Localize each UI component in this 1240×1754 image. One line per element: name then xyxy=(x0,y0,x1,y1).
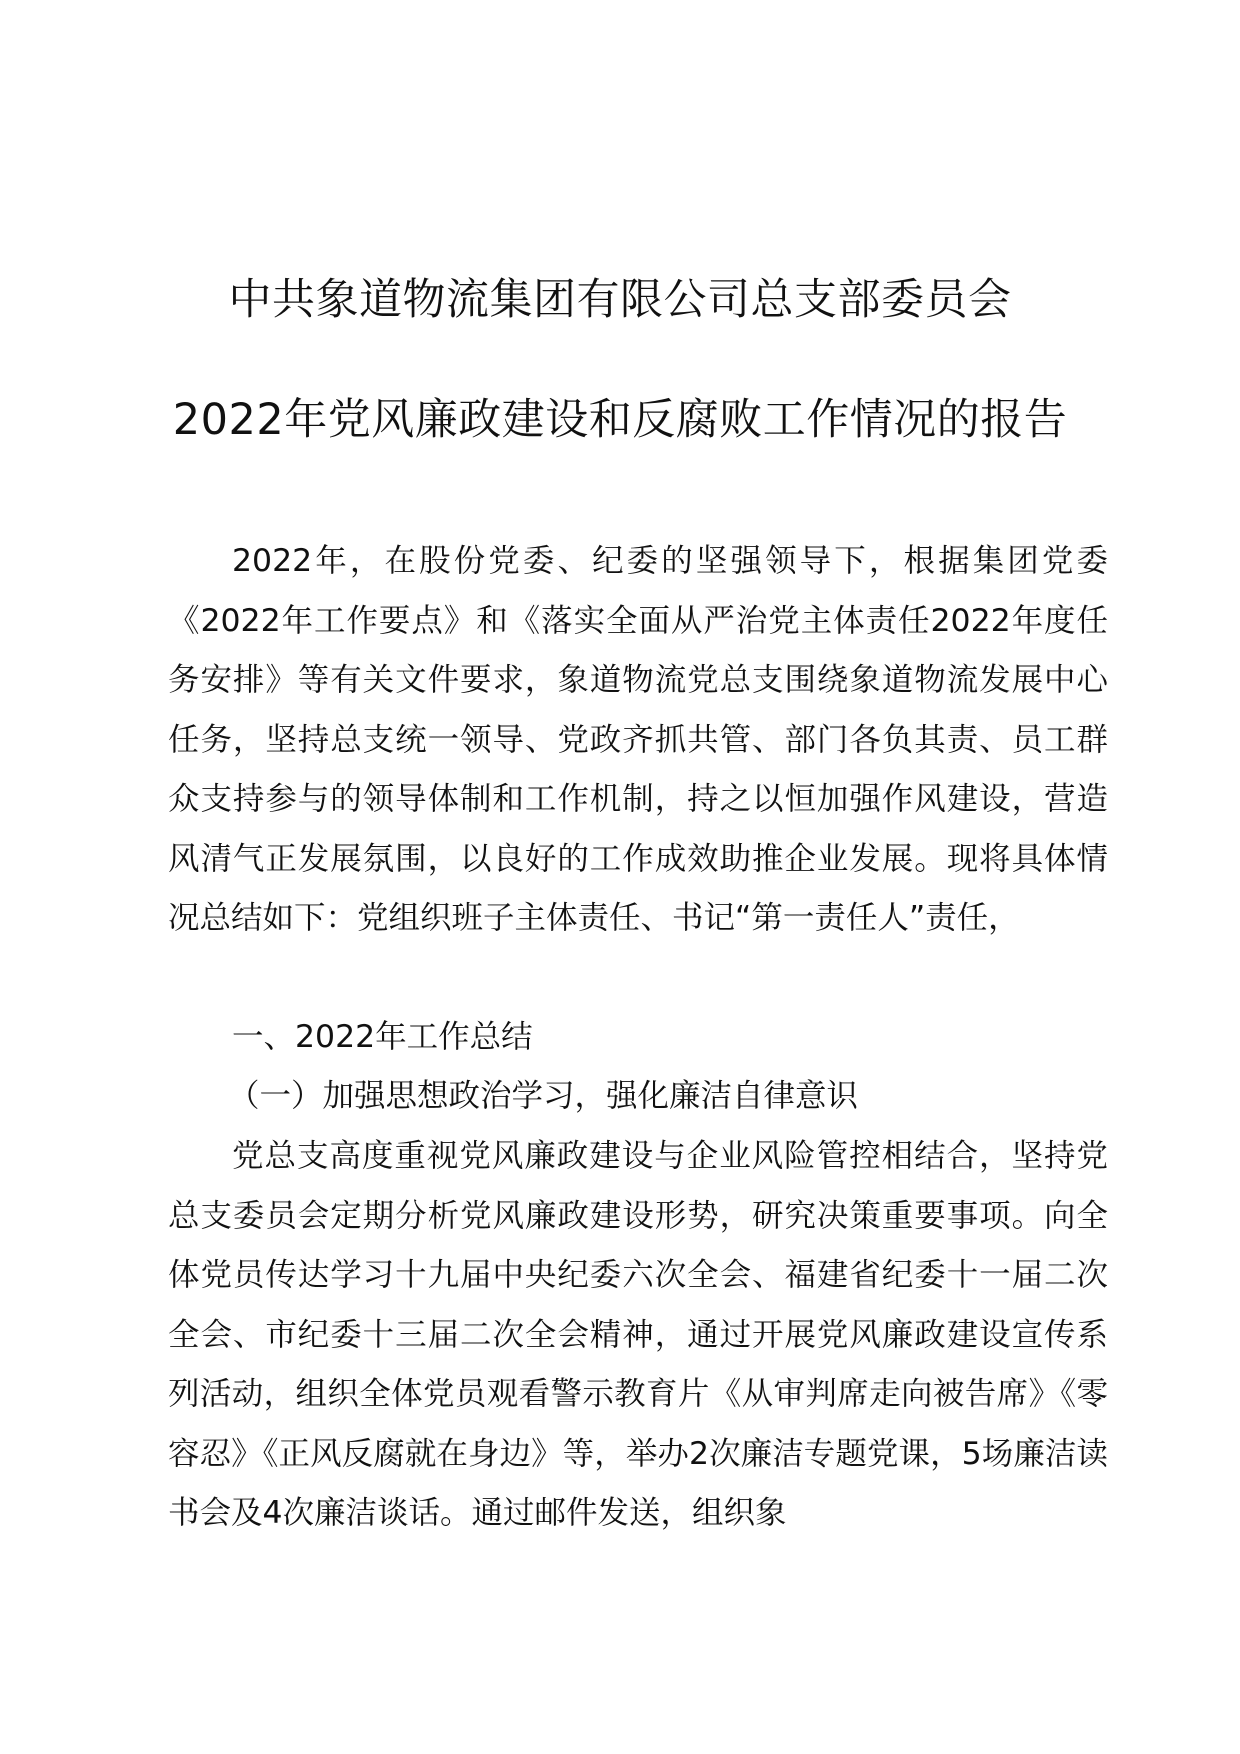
document-title-line-2: 2022年党风廉政建设和反腐败工作情况的报告 xyxy=(172,395,1068,445)
document-title-line-1: 中共象道物流集团有限公司总支部委员会 xyxy=(228,275,1012,325)
section-heading: 一、2022年工作总结 xyxy=(232,1019,533,1055)
subsection-heading: （一）加强思想政治学习，强化廉洁自律意识 xyxy=(228,1078,859,1114)
intro-paragraph: 2022年，在股份党委、纪委的坚强领导下，根据集团党委《2022年工作要点》和《落实全面从严治党主体责任2022年度任务安排》等有关文件要求，象道物流党总支围绕象道物流发展中心任务，坚持总支统一领导、党政齐抓共管、部门各负其责、员工群众支持参与的领导体制和工作机制，持之以恒加强作风建设，营造风清气正发展氛围，以良好的工作成效助推企业发展。现将具体情况总结如下：党组织班子主体责任、书记“第一责任人”责任， xyxy=(168,543,1108,936)
body-paragraph: 党总支高度重视党风廉政建设与企业风险管控相结合，坚持党总支委员会定期分析党风廉政建设形势，研究决策重要事项。向全体党员传达学习十九届中央纪委六次全会、福建省纪委十一届二次全会、市纪委十三届二次全会精神，通过开展党风廉政建设宣传系列活动，组织全体党员观看警示教育片《从审判席走向被告席》《零容忍》《正风反腐就在身边》等，举办2次廉洁专题党课，5场廉洁读书会及4次廉洁谈话。通过邮件发送，组织象 xyxy=(168,1138,1108,1531)
